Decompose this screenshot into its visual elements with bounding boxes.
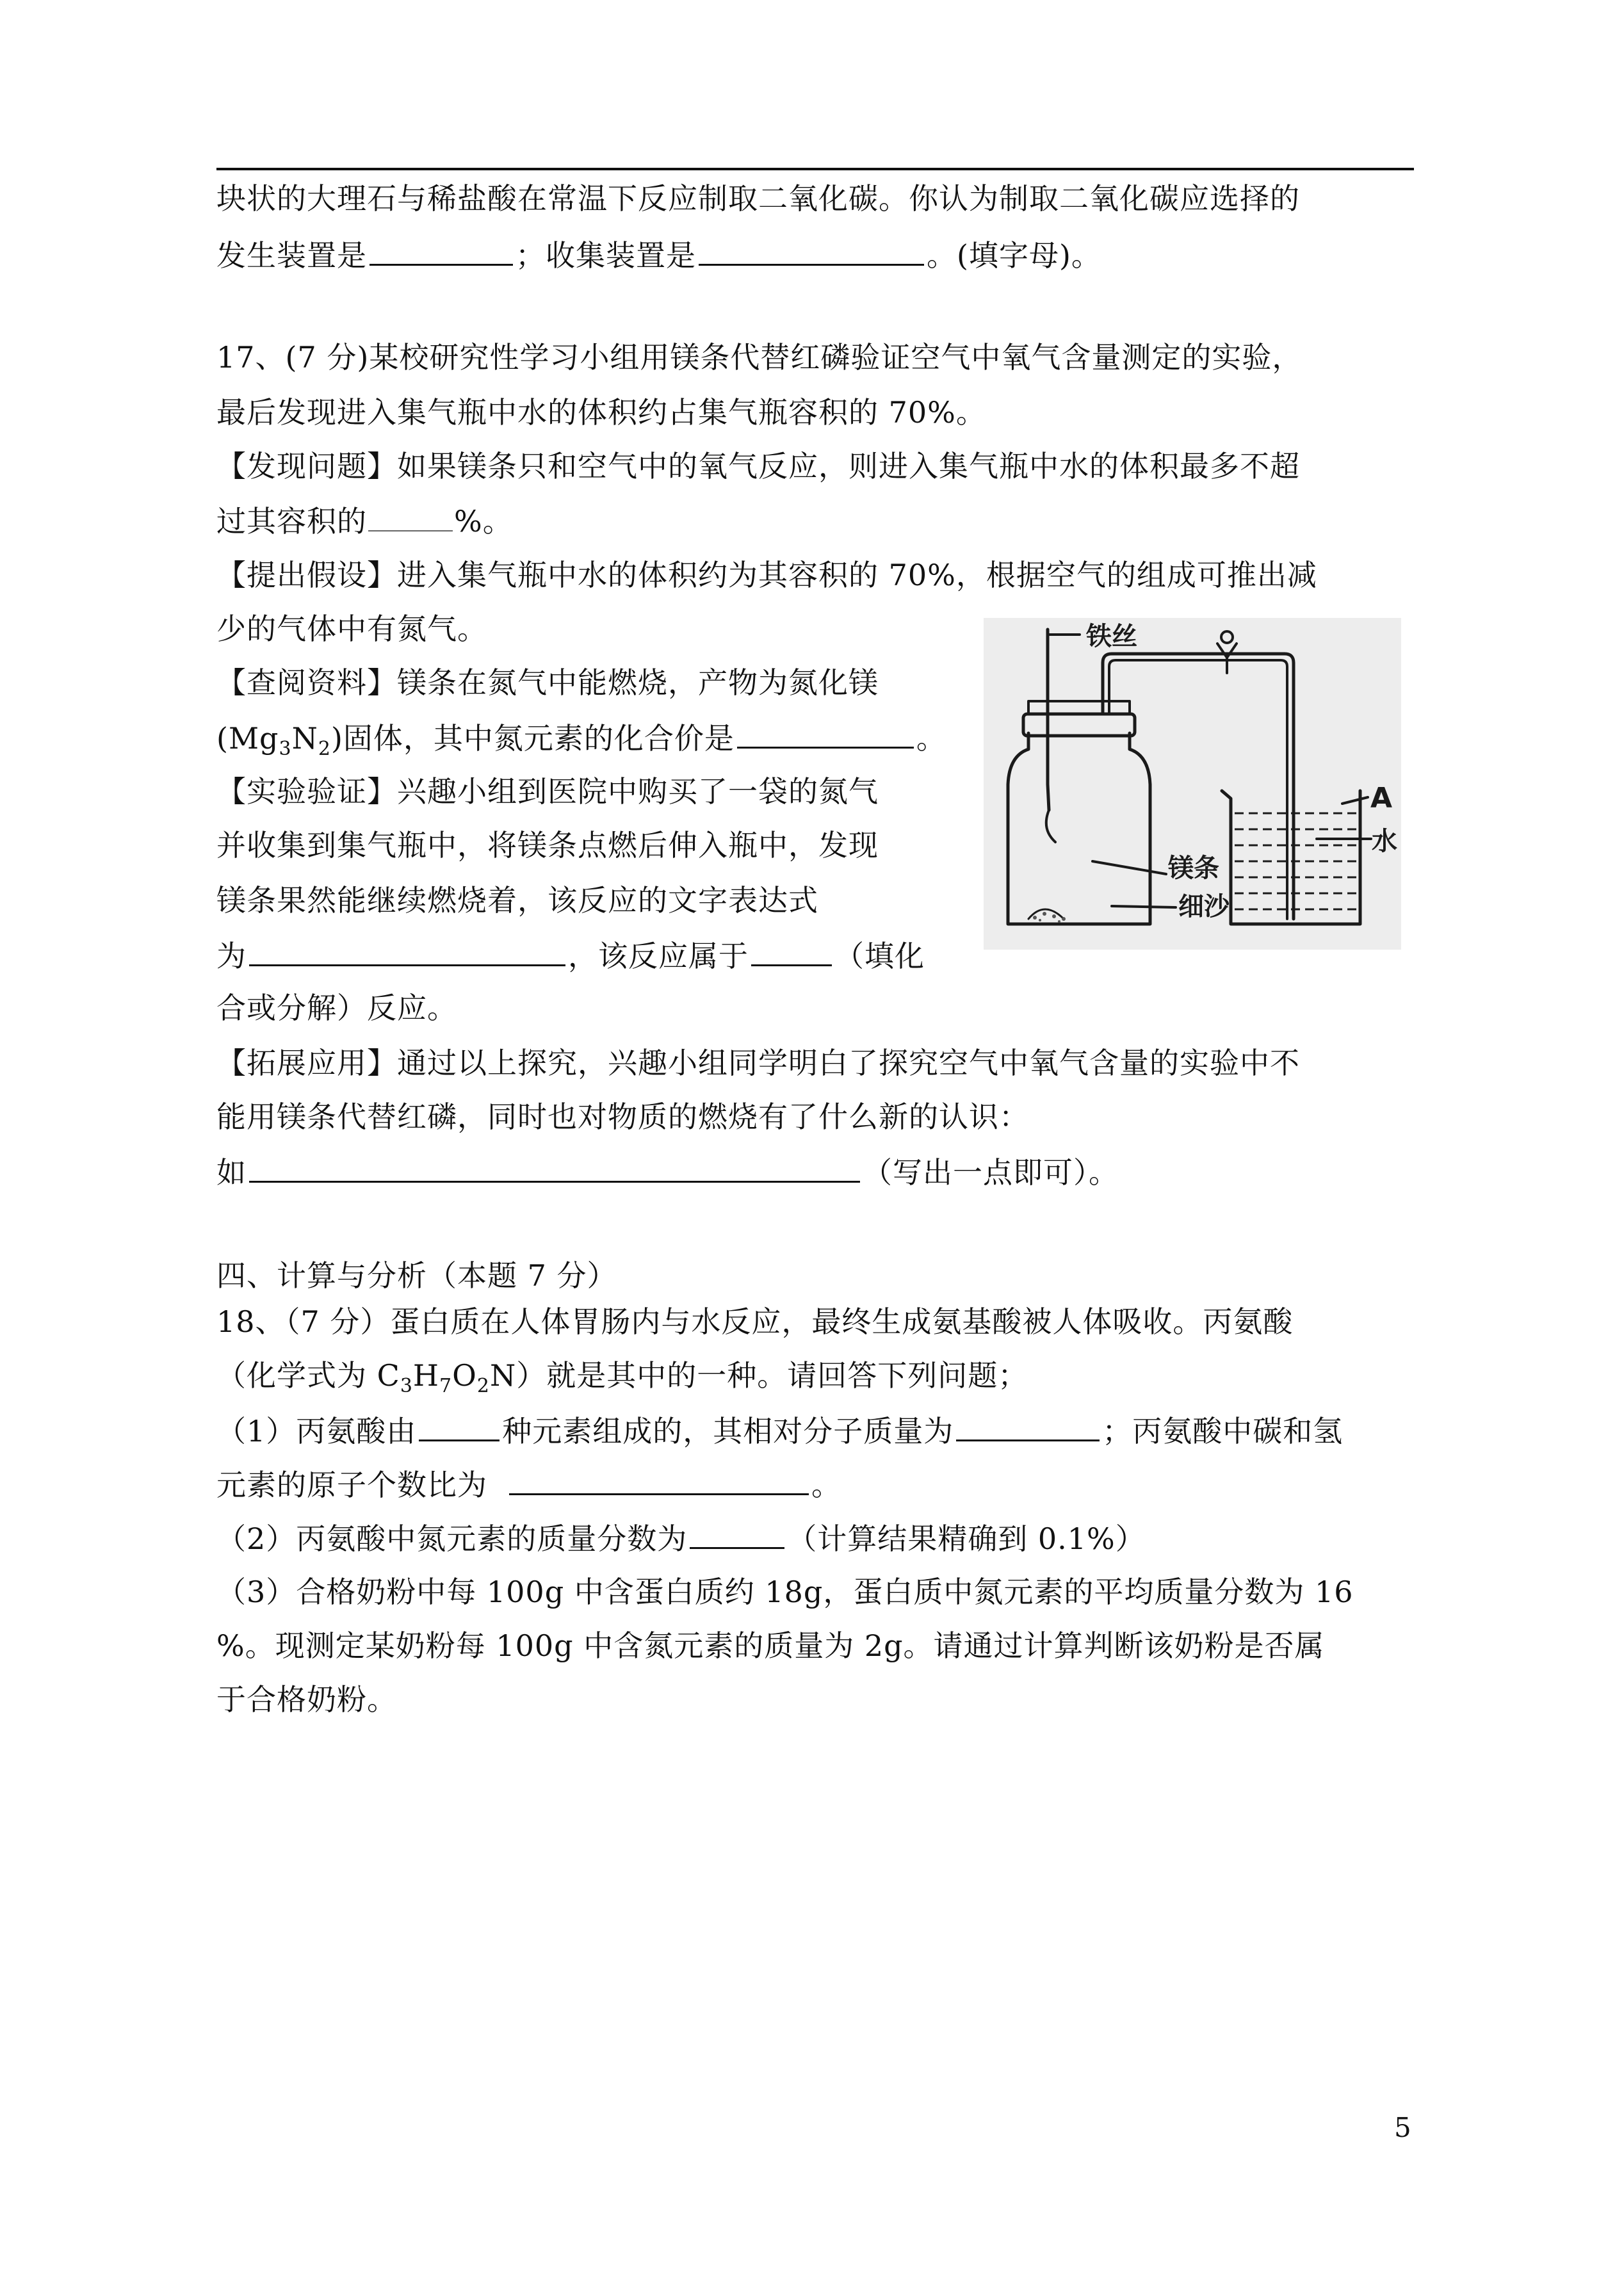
q18-part-3-line-1: （3）合格奶粉中每 100g 中含蛋白质约 18g，蛋白质中氮元素的平均质量分数为 16 — [216, 1575, 1354, 1609]
q17-exp-line-3: 镁条果然能继续燃烧着，该反应的文字表达式 — [216, 883, 818, 918]
q17-exp-line-5: 合或分解）反应。 — [216, 991, 457, 1025]
label-iron-wire: 铁丝 — [1086, 622, 1137, 651]
q18-line-1: 18、（7 分）蛋白质在人体胃肠内与水反应，最终生成氨基酸被人体吸收。丙氨酸 — [216, 1304, 1294, 1339]
iron-wire — [1048, 629, 1049, 810]
q17-exp-line-2: 并收集到集气瓶中，将镁条点燃后伸入瓶中，发现 — [216, 828, 879, 863]
answer-blank-generator[interactable] — [369, 234, 513, 266]
answer-blank-new-insight[interactable] — [249, 1151, 860, 1183]
header-rule — [216, 168, 1414, 170]
q17-app-line-1: 【拓展应用】通过以上探究，兴趣小组同学明白了探究空气中氧气含量的实验中不 — [216, 1046, 1300, 1080]
answer-blank-expression[interactable] — [249, 935, 565, 966]
apparatus-figure — [984, 618, 1401, 950]
q17-found-line-2: 过其容积的 %。 — [216, 504, 513, 539]
answer-blank-atom-ratio[interactable] — [509, 1464, 809, 1495]
section-4-title: 四、计算与分析（本题 7 分） — [216, 1258, 617, 1293]
gas-bottle — [1008, 733, 1150, 924]
label-water: 水 — [1372, 827, 1397, 856]
beaker — [1222, 791, 1360, 924]
q17-hyp-line-2: 少的气体中有氮气。 — [216, 612, 487, 646]
q17-hyp-line-1: 【提出假设】进入集气瓶中水的体积约为其容积的 70%，根据空气的组成可推出减 — [216, 558, 1317, 592]
section-label: 【实验验证】 — [216, 774, 397, 809]
label-sand: 细沙 — [1178, 892, 1230, 921]
answer-blank-collector[interactable] — [699, 234, 924, 266]
q17-exp-line-1: 【实验验证】兴趣小组到医院中购买了一袋的氮气 — [216, 774, 879, 809]
answer-blank-molar-mass[interactable] — [956, 1410, 1100, 1441]
continuation-line-1: 块状的大理石与稀盐酸在常温下反应制取二氧化碳。你认为制取二氧化碳应选择的 — [216, 181, 1300, 216]
q17-ref-line-2: $(Mg_3N_2)$固体，其中氮元素的化合价是 。 — [216, 717, 946, 758]
q18-line-2: （化学式为 $C_3H_7O_2N$）就是其中的一种。请回答下列问题； — [216, 1358, 1028, 1398]
q18-part-2: （2）丙氨酸中氮元素的质量分数为 （计算结果精确到 0.1%） — [216, 1518, 1146, 1558]
answer-blank-mass-fraction[interactable] — [690, 1518, 784, 1549]
answer-blank-valence[interactable] — [737, 717, 914, 749]
answer-blank-percent[interactable] — [368, 505, 453, 531]
q17-ref-line-1: 【查阅资料】镁条在氮气中能燃烧，产物为氮化镁 — [216, 665, 879, 700]
clamp — [1217, 644, 1237, 658]
q17-exp-line-4: 为 ，该反应属于 （填化 — [216, 935, 925, 975]
label-a: A — [1370, 782, 1393, 815]
section-label: 【查阅资料】 — [216, 665, 397, 700]
page-number: 5 — [1394, 2112, 1411, 2143]
q18-part-1-line-2: 元素的原子个数比为 。 — [216, 1464, 841, 1504]
q17-app-line-2: 能用镁条代替红磷，同时也对物质的燃烧有了什么新的认识： — [216, 1099, 1029, 1134]
answer-blank-element-count[interactable] — [419, 1410, 499, 1441]
rubber-stopper — [1023, 714, 1135, 736]
q17-found-line-1: 【发现问题】如果镁条只和空气中的氧气反应，则进入集气瓶中水的体积最多不超 — [216, 449, 1300, 483]
q18-part-3-line-3: 于合格奶粉。 — [216, 1682, 397, 1717]
apparatus-diagram — [984, 618, 1401, 950]
continuation-line-2: 发生装置是 ；收集装置是 。(填字母)。 — [216, 234, 1101, 275]
section-label: 【提出假设】 — [216, 558, 397, 592]
water-level — [1235, 813, 1358, 909]
q18-part-3-line-2: %。现测定某奶粉每 100g 中含氮元素的质量为 2g。请通过计算判断该奶粉是否属 — [216, 1628, 1325, 1663]
magnesium-ribbon — [1046, 810, 1055, 842]
q17-line-1: 17、(7 分)某校研究性学习小组用镁条代替红磷验证空气中氧气含量测定的实验， — [216, 340, 1303, 375]
label-magnesium: 镁条 — [1168, 854, 1219, 883]
section-label: 【拓展应用】 — [216, 1046, 397, 1080]
q17-line-2: 最后发现进入集气瓶中水的体积约占集气瓶容积的 70%。 — [216, 395, 986, 430]
answer-blank-reaction-type[interactable] — [751, 935, 832, 966]
section-label: 【发现问题】 — [216, 449, 397, 483]
q18-part-1-line-1: （1）丙氨酸由 种元素组成的，其相对分子质量为 ；丙氨酸中碳和氢 — [216, 1410, 1343, 1450]
q17-app-line-3: 如 （写出一点即可）。 — [216, 1151, 1119, 1192]
